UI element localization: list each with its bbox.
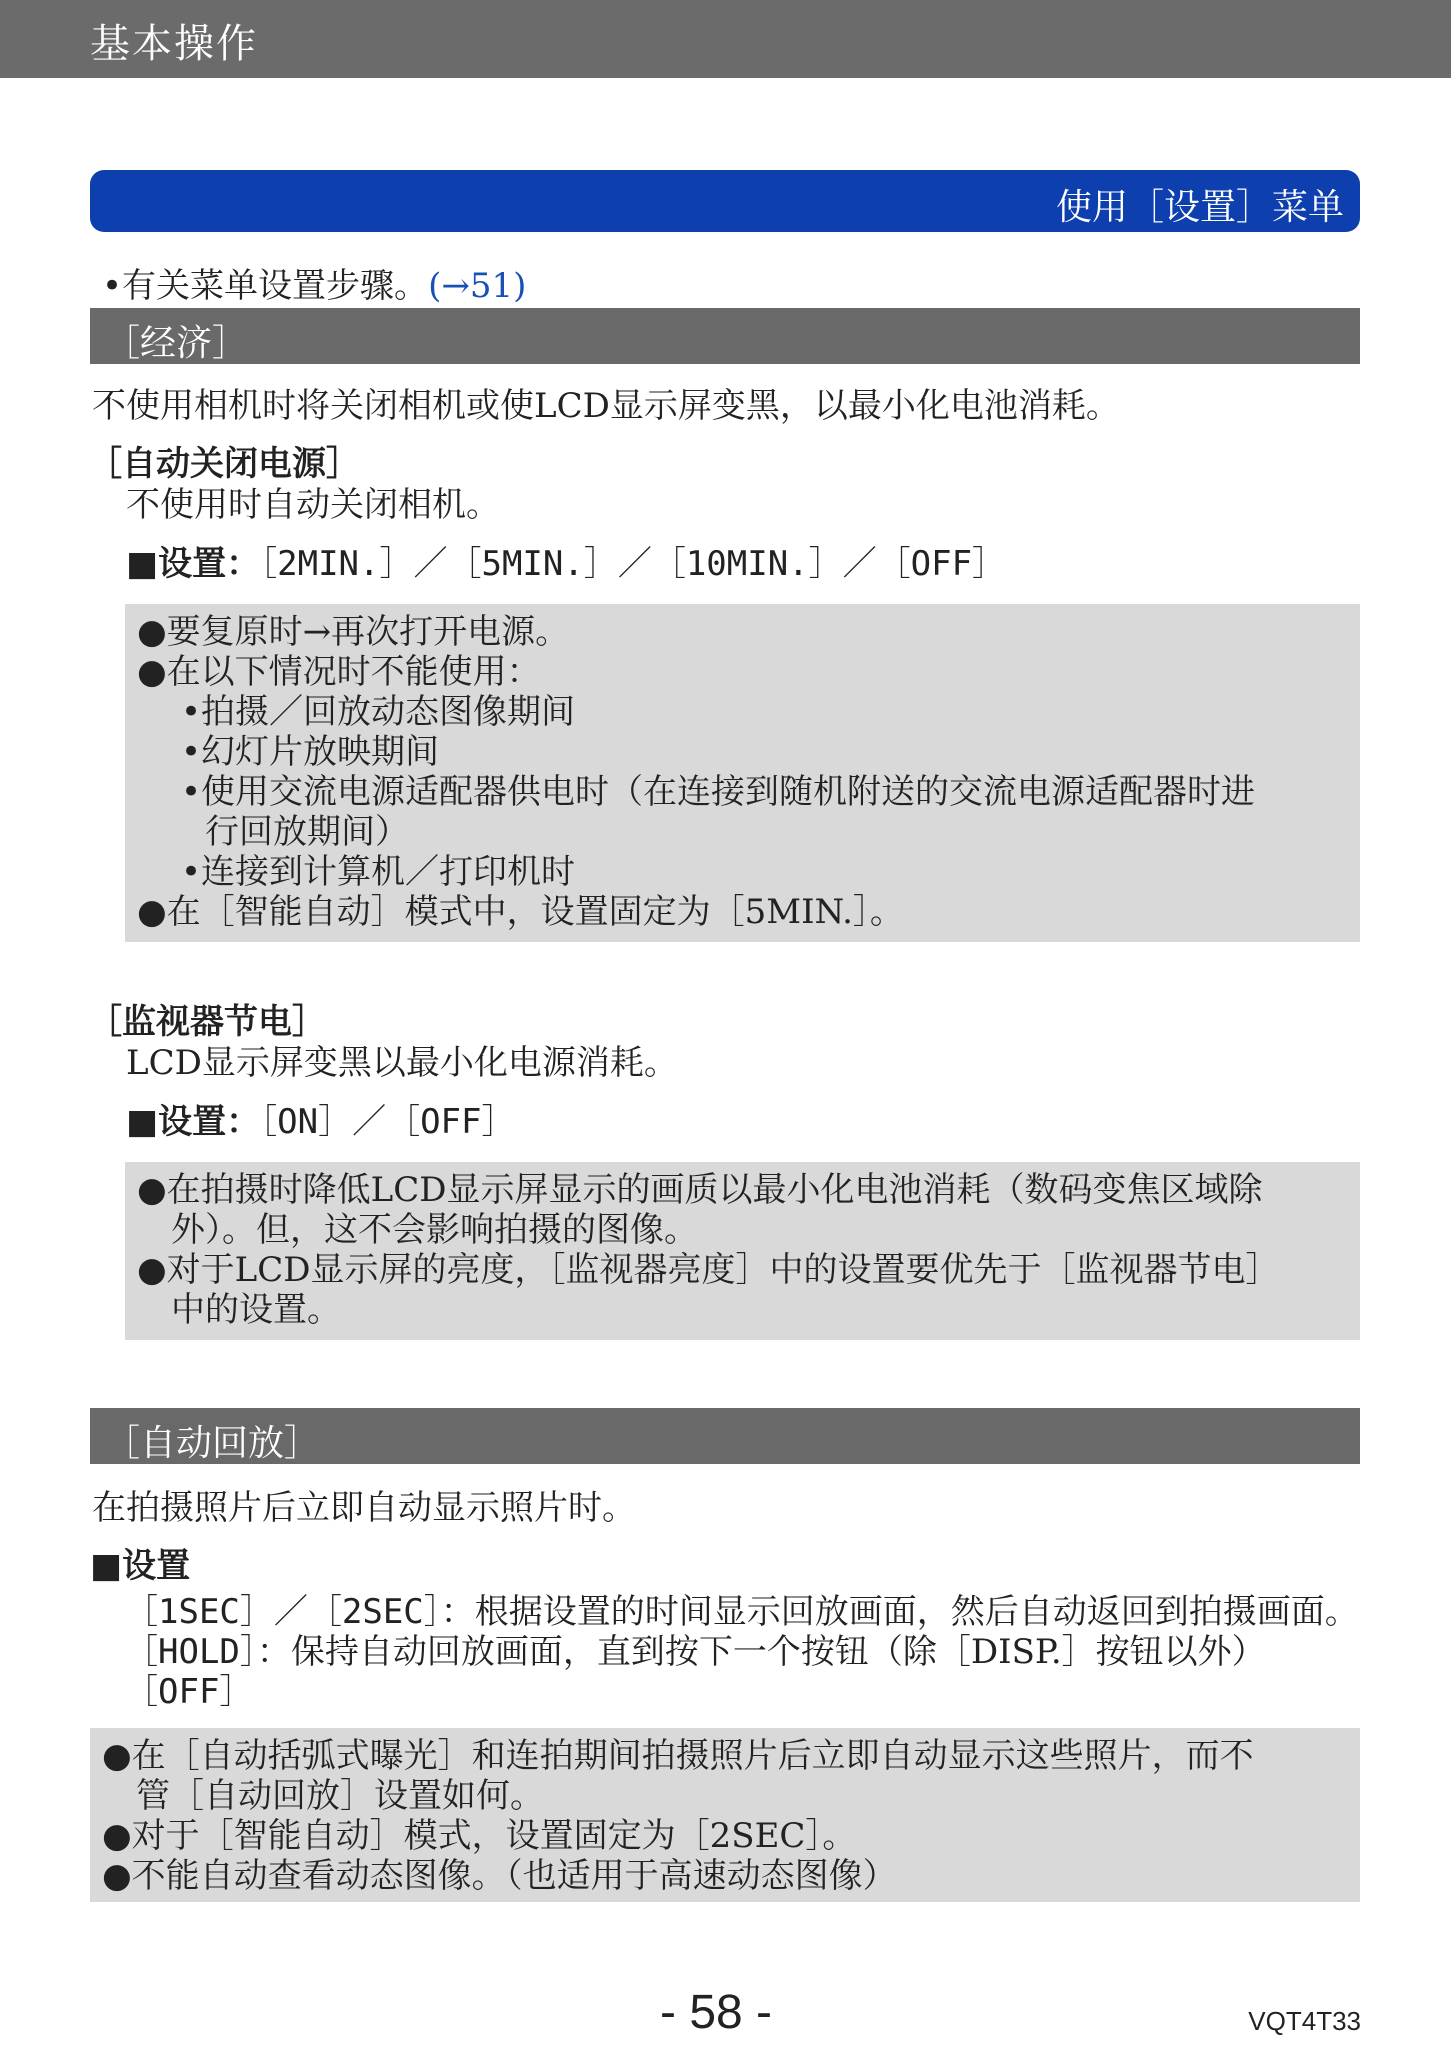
note-line: ●要复原时→再次打开电源。 (137, 612, 570, 652)
note-line: ●对于LCD显示屏的亮度，［监视器亮度］中的设置要优先于［监视器节电］ (137, 1250, 1280, 1290)
note-line: •幻灯片放映期间 (181, 732, 440, 772)
auto-review-description: 在拍摄照片后立即自动显示照片时。 (92, 1488, 636, 1528)
note-line: ●在拍摄时降低LCD显示屏显示的画质以最小化电池消耗（数码变焦区域除 (137, 1170, 1263, 1210)
note-line: 行回放期间） (205, 812, 409, 852)
section-header-auto-review (90, 1408, 1360, 1464)
note-line: ●在［智能自动］模式中，设置固定为［5MIN.］。 (137, 892, 904, 932)
reference-text: •有关菜单设置步骤。 (102, 266, 429, 306)
section-header-economy (90, 308, 1360, 364)
header-bar (0, 0, 1451, 78)
note-line: 外）。但，这不会影响拍摄的图像。 (171, 1210, 698, 1250)
note-line: •连接到计算机／打印机时 (181, 852, 576, 892)
menu-banner-text: 使用［设置］菜单 (1055, 187, 1344, 228)
note-line: ●不能自动查看动态图像。（也适用于高速动态图像） (102, 1856, 897, 1896)
setting-label: ■设置： (126, 1102, 261, 1142)
document-code: VQT4T33 (1248, 2006, 1361, 2036)
note-line: 中的设置。 (171, 1290, 341, 1330)
monitor-saver-setting (126, 1094, 515, 1143)
menu-steps-reference (102, 258, 526, 307)
monitor-saver-notes (125, 1162, 1360, 1340)
note-line: 管［自动回放］设置如何。 (136, 1776, 544, 1816)
page-link[interactable]: (→51) (428, 266, 527, 306)
monitor-saver-title: ［监视器节电］ (88, 1002, 326, 1042)
option-text: ：保持自动回放画面，直到按下一个按钮（除［DISP.］按钮以外） (256, 1632, 1266, 1672)
auto-review-setting-label: ■设置 (90, 1546, 191, 1586)
option-key: ［1SEC］／［2SEC］ (124, 1592, 441, 1632)
setting-label: ■设置： (126, 544, 261, 584)
note-line: •使用交流电源适配器供电时（在连接到随机附送的交流电源适配器时进 (181, 772, 1256, 812)
option-text: ：根据设置的时间显示回放画面，然后自动返回到拍摄画面。 (440, 1592, 1359, 1632)
section-title: ［经济］ (104, 323, 249, 364)
note-line: •拍摄／回放动态图像期间 (181, 692, 576, 732)
auto-review-option (124, 1664, 253, 1713)
option-key: ［OFF］ (124, 1672, 254, 1712)
menu-banner (90, 170, 1360, 232)
header-title: 基本操作 (90, 21, 258, 67)
note-line: ●对于［智能自动］模式，设置固定为［2SEC］。 (102, 1816, 857, 1856)
auto-power-off-description: 不使用时自动关闭相机。 (126, 485, 500, 525)
note-line: ●在以下情况时不能使用： (137, 652, 541, 692)
auto-review-option (124, 1624, 1266, 1673)
auto-review-notes (90, 1728, 1360, 1902)
auto-power-off-setting (126, 536, 1006, 585)
setting-values: ［2MIN.］／［5MIN.］／［10MIN.］／［OFF］ (260, 544, 1007, 584)
page-number: - 58 - (660, 1986, 773, 2039)
auto-power-off-title: ［自动关闭电源］ (88, 444, 360, 484)
section-title: ［自动回放］ (104, 1423, 321, 1464)
option-key: ［HOLD］ (124, 1632, 257, 1672)
monitor-saver-description: LCD显示屏变黑以最小化电源消耗。 (126, 1043, 678, 1083)
economy-description: 不使用相机时将关闭相机或使LCD显示屏变黑，以最小化电池消耗。 (92, 386, 1120, 426)
setting-values: ［ON］／［OFF］ (260, 1102, 516, 1142)
note-line: ●在［自动括弧式曝光］和连拍期间拍摄照片后立即自动显示这些照片，而不 (102, 1736, 1254, 1776)
auto-power-off-notes (125, 604, 1360, 942)
